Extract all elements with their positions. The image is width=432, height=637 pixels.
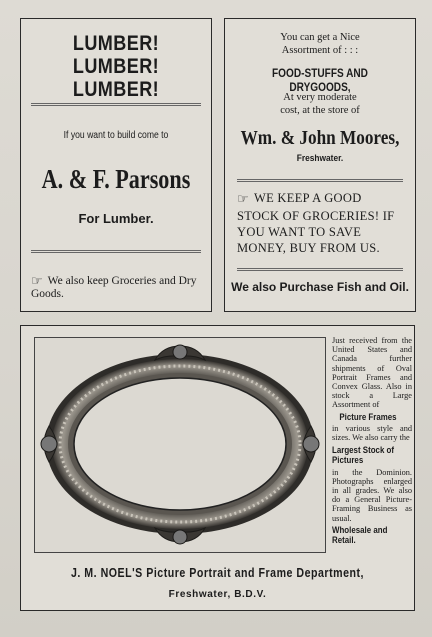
intro-line-3: At very moderate: [283, 92, 357, 103]
ornament-top-rosette: [173, 345, 187, 359]
noel-advertisement: [20, 325, 415, 611]
build-intro: If you want to build come to: [63, 130, 169, 141]
pointing-hand-icon: ☞: [237, 192, 249, 207]
groceries-note-text: We also keep Groceries and Dry Goods.: [31, 275, 197, 300]
groceries-stock-text: WE KEEP A GOOD STOCK OF GROCERIES! IF YOU WANT TO SAVE MONEY, BUY FROM US.: [237, 191, 395, 255]
groceries-note: [31, 275, 203, 301]
description-text-2: in various style and sizes. We also carry the: [332, 424, 412, 443]
moores-advertisement: [224, 18, 416, 312]
frame-description: [332, 336, 412, 548]
noel-location: Freshwater, B.D.V.: [168, 589, 267, 600]
intro-line-1: You can get a Nice: [280, 32, 360, 43]
pointing-hand-icon: ☞: [31, 274, 43, 289]
divider-rule: [31, 103, 201, 106]
largest-stock-heading: Largest Stock of Pictures: [332, 444, 395, 466]
divider-rule: [31, 250, 201, 253]
noel-department-name: J. M. NOEL'S Picture Portrait and Frame Department,: [70, 566, 365, 580]
ornament-bottom-rosette: [173, 530, 187, 544]
description-text-1: Just received from the United States and Canada further shipments of Oval Portrait Frames and Convex Glass. Also in stock a Large Assortment of: [332, 336, 412, 410]
description-text-3: in the Dominion. Photographs enlarged in all grades. We also do a General Picture-Framing Business as usual.: [332, 467, 412, 523]
lumber-headline: LUMBER! LUMBER! LUMBER!: [72, 32, 160, 101]
purchase-note: We also Purchase Fish and Oil.: [231, 280, 409, 294]
divider-rule: [237, 179, 403, 182]
divider-rule: [237, 268, 403, 271]
goods-heading: FOOD-STUFFS AND DRYGOODS,: [272, 66, 368, 94]
for-lumber-tagline: For Lumber.: [78, 211, 154, 226]
picture-frames-heading: Picture Frames: [339, 411, 397, 422]
moores-location: Freshwater.: [296, 153, 344, 164]
ornament-right-rosette: [303, 436, 319, 452]
intro-line-4: cost, at the store of: [280, 105, 360, 116]
wholesale-retail-heading: Wholesale and Retail.: [332, 524, 388, 546]
intro-line-2: Assortment of : : :: [281, 45, 359, 56]
oval-frame-illustration: [34, 337, 326, 553]
parsons-advertisement: [20, 18, 212, 312]
groceries-stock-note: [237, 190, 405, 256]
parsons-business-name: A. & F. Parsons: [41, 164, 191, 194]
oval-picture-frame: [35, 338, 325, 552]
frame-opening: [74, 378, 286, 510]
ornament-left-rosette: [41, 436, 57, 452]
moores-business-name: Wm. & John Moores,: [240, 127, 400, 149]
